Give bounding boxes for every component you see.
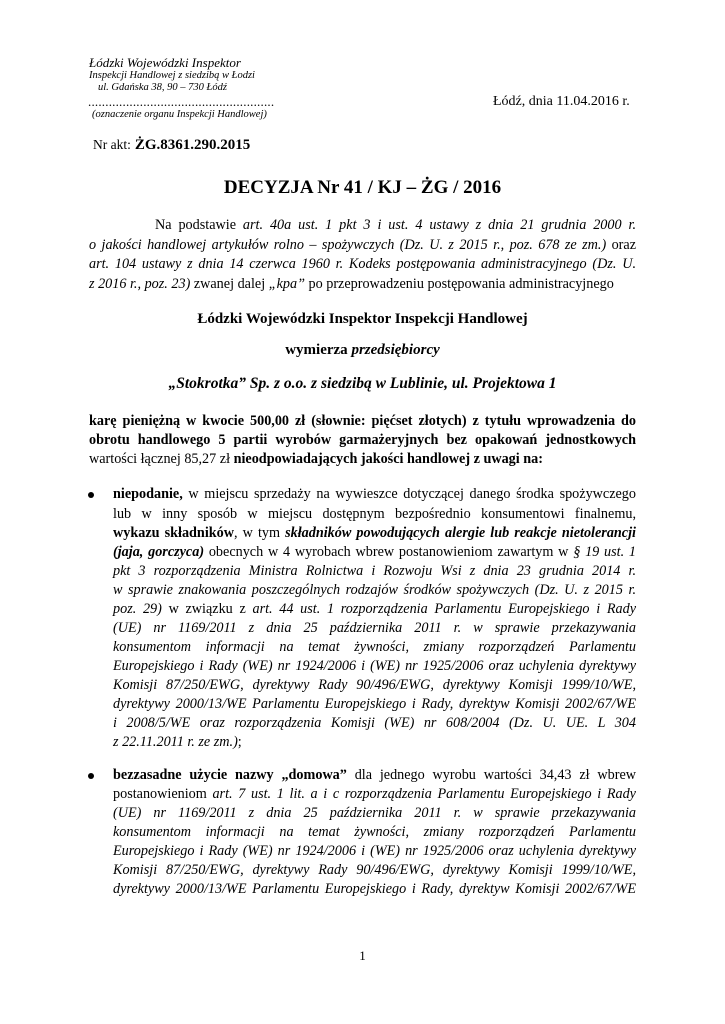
penalty-line-1: karę pieniężną w kwocie 500,00 zł (słownie: pięćset złotych) z tytułu wprowadzenia do xyxy=(89,413,636,429)
bullet-1-line-9: konsumentom informacji na temat żywności, zmiany rozporządzeń Parlamentu xyxy=(113,639,636,655)
bullet-2-line-3: (UE) nr 1169/2011 z dnia 25 października 2011 r. w sprawie przekazywania xyxy=(113,805,636,821)
penalty-line-2: obrotu handlowego 5 partii wyrobów garmażeryjnych bez opakowań jednostkowych xyxy=(89,432,636,448)
file-number-value: ŻG.8361.290.2015 xyxy=(134,137,251,153)
bullet-2-line-7: dyrektywy 2000/13/WE Parlamentu Europejskiego i Rady, dyrektyw Komisji 2002/67/WE xyxy=(113,881,636,897)
legal-basis-line-3: art. 104 ustawy z dnia 14 czerwca 1960 r. Kodeks postępowania administracyjnego (Dz. U. xyxy=(89,256,636,272)
file-number-label: Nr akt: xyxy=(93,137,131,152)
legal-basis-line-2 xyxy=(89,237,636,253)
text: „kpa” xyxy=(268,276,305,292)
bullet-1-line-10: Europejskiego i Rady (WE) nr 1924/2006 i (WE) nr 1925/2006 oraz uchylenia dyrektywy xyxy=(113,658,636,674)
bullet-1-marker xyxy=(88,492,94,498)
bullet-2-line-4: konsumentom informacji na temat żywności, zmiany rozporządzeń Parlamentu xyxy=(113,824,636,840)
text: art. 40a ust. 1 pkt 3 i ust. 4 ustawy z dnia 21 grudnia 2000 r. xyxy=(242,217,636,233)
authority-name: Łódzki Wojewódzki Inspektor Inspekcji Handlowej xyxy=(197,311,528,327)
bullet-2-line-2 xyxy=(113,786,636,802)
page-number: 1 xyxy=(359,948,366,963)
place-date: Łódź, dnia 11.04.2016 r. xyxy=(493,94,630,109)
text: (jaja, gorczyca) xyxy=(113,544,205,560)
bullet-2-line-6: Komisji 87/250/EWG, dyrektywy Rady 90/496/EWG, dyrektywy Komisji 1999/10/WE, xyxy=(113,862,636,878)
org-seat: Inspekcji Handlowej z siedzibą w Łodzi xyxy=(89,70,255,81)
text: § 19 ust. 1 xyxy=(573,544,636,560)
org-signature-dots: ...................................................... xyxy=(88,94,275,109)
bullet-1-line-3 xyxy=(113,525,636,541)
org-address: ul. Gdańska 38, 90 – 730 Łódź xyxy=(98,82,227,93)
penalty-line-3 xyxy=(89,451,543,467)
text: art. 7 ust. 1 lit. a i c rozporządzenia Parlamentu Europejskiego i Rady xyxy=(212,786,636,802)
text: nieodpowiadających jakości handlowej z uwagi na: xyxy=(233,451,543,467)
text: postanowieniom xyxy=(113,786,213,802)
org-caption: (oznaczenie organu Inspekcji Handlowej) xyxy=(92,109,267,120)
entrepreneur-name: „Stokrotka” Sp. z o.o. z siedzibą w Lublinie, ul. Projektowa 1 xyxy=(168,375,557,392)
bullet-2-line-1 xyxy=(113,767,636,783)
text: bezzasadne użycie nazwy „domowa” xyxy=(113,767,347,783)
bullet-1-line-13: i 2008/5/WE oraz rozporządzenia Komisji (WE) nr 608/2004 (Dz. U. UE. L 304 xyxy=(113,715,636,731)
text: w miejscu sprzedaży na wywieszce dotyczącej danego środka spożywczego xyxy=(182,486,636,502)
bullet-2-marker xyxy=(88,773,94,779)
text: art. 44 ust. 1 rozporządzenia Parlamentu Europejskiego i Rady xyxy=(252,601,636,617)
bullet-1-line-2: lub w inny sposób w miejscu dostępnym bezpośrednio konsumentowi finalnemu, xyxy=(113,506,636,522)
bullet-1-line-7 xyxy=(113,601,636,617)
text: Na podstawie xyxy=(155,217,243,233)
bullet-1-line-1 xyxy=(113,486,636,502)
bullet-1-line-8: (UE) nr 1169/2011 z dnia 25 października 2011 r. w sprawie przekazywania xyxy=(113,620,636,636)
text: wykazu składników xyxy=(113,525,234,541)
bullet-1-line-6: w sprawie znakowania poszczególnych rodzajów środków spożywczych (Dz. U. z 2015 r. xyxy=(113,582,636,598)
text: przedsiębiorcy xyxy=(351,342,440,358)
text: , w tym xyxy=(234,525,286,541)
text: ; xyxy=(237,734,242,750)
text: zwanej dalej xyxy=(190,276,269,292)
text: w związku z xyxy=(161,601,253,617)
text: dla jednego wyrobu wartości 34,43 zł wbrew xyxy=(346,767,636,783)
file-number xyxy=(93,136,250,154)
text: o jakości handlowej artykułów rolno – spożywczych (Dz. U. z 2015 r., poz. 678 ze zm.) xyxy=(89,237,607,253)
text: oraz xyxy=(606,237,636,253)
imposes-line xyxy=(0,342,725,359)
text: składników powodujących alergie lub reakcje nietolerancji xyxy=(285,525,636,541)
bullet-1-line-12: dyrektywy 2000/13/WE Parlamentu Europejskiego i Rady, dyrektyw Komisji 2002/67/WE xyxy=(113,696,636,712)
text: wartości łącznej 85,27 zł xyxy=(89,451,234,467)
bullet-1-line-4 xyxy=(113,544,636,560)
text: poz. 29) xyxy=(113,601,162,617)
text: z 2016 r., poz. 23) xyxy=(89,276,191,292)
bullet-1-line-5: pkt 3 rozporządzenia Ministra Rolnictwa i Rozwoju Wsi z dnia 23 grudnia 2014 r. xyxy=(113,563,636,579)
decision-title: DECYZJA Nr 41 / KJ – ŻG / 2016 xyxy=(223,177,502,198)
bullet-1-line-14 xyxy=(113,734,242,750)
bullet-2-line-5: Europejskiego i Rady (WE) nr 1924/2006 i (WE) nr 1925/2006 oraz uchylenia dyrektywy xyxy=(113,843,636,859)
text: po przeprowadzeniu postępowania administracyjnego xyxy=(304,276,614,292)
legal-basis-line-1 xyxy=(89,217,636,233)
bullet-1-line-11: Komisji 87/250/EWG, dyrektywy Rady 90/496/EWG, dyrektywy Komisji 1999/10/WE, xyxy=(113,677,636,693)
text: niepodanie, xyxy=(113,486,183,502)
text: z 22.11.2011 r. ze zm.) xyxy=(113,734,238,750)
text: wymierza xyxy=(285,342,352,358)
legal-basis-line-4 xyxy=(89,276,614,292)
org-name: Łódzki Wojewódzki Inspektor xyxy=(89,55,241,70)
text: obecnych w 4 wyrobach wbrew postanowieniom zawartym w xyxy=(204,544,574,560)
